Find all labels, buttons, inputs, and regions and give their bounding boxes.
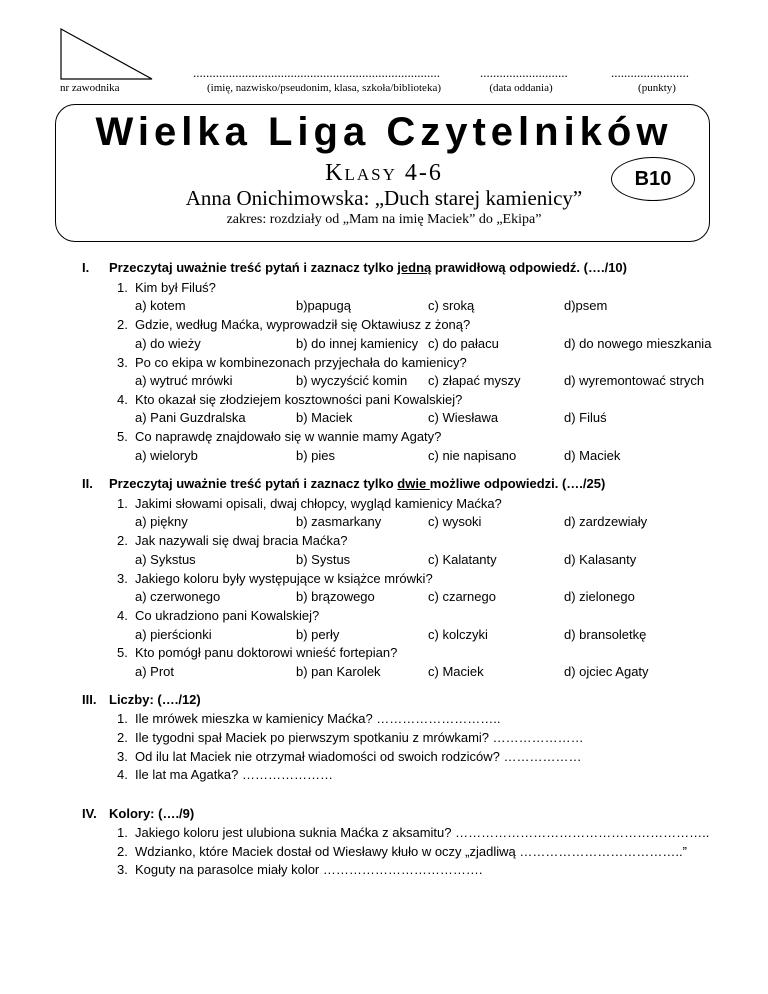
grade-level: Klasy 4-6 (325, 160, 443, 186)
answer-option[interactable]: a) wieloryb (135, 448, 198, 463)
reading-scope: zakres: rozdziały od „Mam na imię Maciek” do „Ekipa” (226, 212, 542, 227)
answer-option[interactable]: c) sroką (428, 298, 475, 313)
answer-option[interactable]: d) zardzewiały (564, 514, 648, 529)
answer-option[interactable]: d) do nowego mieszkania (564, 336, 712, 351)
question-number: 5. (117, 645, 128, 660)
question-number: 4. (117, 767, 128, 782)
section-3-heading: Liczby: (…./12) (109, 692, 201, 707)
question-number: 1. (117, 825, 128, 840)
section-4-heading: Kolory: (…./9) (109, 806, 195, 821)
answer-option[interactable]: c) czarnego (428, 589, 496, 604)
answer-option[interactable]: d)psem (564, 298, 608, 313)
date-caption: (data oddania) (489, 82, 553, 94)
section-1-number: I. (82, 260, 90, 275)
question-number: 3. (117, 862, 128, 877)
question-text: Gdzie, według Maćka, wyprowadził się Oktawiusz z żoną? (135, 317, 471, 332)
question-number: 1. (117, 711, 128, 726)
question-number: 1. (117, 496, 128, 511)
question-number: 5. (117, 429, 128, 444)
answer-option[interactable]: d) bransoletkę (564, 627, 647, 642)
question-text: Kim był Filuś? (135, 280, 216, 295)
answer-option[interactable]: d) Kalasanty (564, 552, 637, 567)
question-text: Jakiego koloru były występujące w książce mrówki? (135, 571, 433, 586)
section-4-number: IV. (82, 806, 97, 821)
answer-option[interactable]: d) ojciec Agaty (564, 664, 649, 679)
question-number: 4. (117, 392, 128, 407)
fill-in-question[interactable]: Wdzianko, które Maciek dostał od Wiesławy kłuło w oczy „zjadliwą ………………………………..” (135, 844, 687, 859)
answer-option[interactable]: a) Pani Guzdralska (135, 410, 246, 425)
answer-option[interactable]: a) do wieży (135, 336, 201, 351)
answer-option[interactable]: a) czerwonego (135, 589, 221, 604)
question-number: 3. (117, 571, 128, 586)
question-number: 2. (117, 730, 128, 745)
answer-option[interactable]: b) Systus (296, 552, 351, 567)
answer-option[interactable]: b) wyczyścić komin (296, 373, 408, 388)
question-text: Jak nazywali się dwaj bracia Maćka? (135, 533, 348, 548)
answer-option[interactable]: d) Filuś (564, 410, 607, 425)
name-caption: (imię, nazwisko/pseudonim, klasa, szkoła/biblioteka) (206, 82, 441, 94)
fill-in-question[interactable]: Jakiego koloru jest ulubiona suknia Maćka z aksamitu? ………………………………………………….. (135, 825, 710, 840)
answer-option[interactable]: d) Maciek (564, 448, 621, 463)
answer-option[interactable]: a) Prot (135, 664, 175, 679)
question-text: Co ukradziono pani Kowalskiej? (135, 608, 320, 623)
answer-option[interactable]: a) kotem (135, 298, 186, 313)
answer-option[interactable]: b) Maciek (296, 410, 353, 425)
answer-option[interactable]: a) piękny (135, 514, 188, 529)
fill-in-question[interactable]: Ile mrówek mieszka w kamienicy Maćka? ……………………….. (135, 711, 501, 726)
answer-option[interactable]: b) perły (296, 627, 340, 642)
answer-option[interactable]: c) Kalatanty (428, 552, 497, 567)
fill-in-question[interactable]: Koguty na parasolce miały kolor ………………………………. (135, 862, 483, 877)
section-2-heading: Przeczytaj uważnie treść pytań i zaznacz tylko dwie możliwe odpowiedzi. (…./25) (109, 476, 606, 491)
question-number: 1. (117, 280, 128, 295)
answer-option[interactable]: a) wytruć mrówki (135, 373, 233, 388)
question-number: 4. (117, 608, 128, 623)
question-number: 3. (117, 355, 128, 370)
test-code-badge: B10 (611, 157, 695, 201)
question-text: Jakimi słowami opisali, dwaj chłopcy, wygląd kamienicy Maćka? (135, 496, 502, 511)
answer-option[interactable]: b) zasmarkany (296, 514, 382, 529)
question-number: 2. (117, 317, 128, 332)
answer-option[interactable]: d) zielonego (564, 589, 635, 604)
question-number: 3. (117, 749, 128, 764)
date-field[interactable]: ........................... (480, 65, 568, 80)
answer-option[interactable]: c) do pałacu (428, 336, 499, 351)
name-field[interactable]: ............................................................................ (193, 65, 440, 80)
book-title: Anna Onichimowska: „Duch starej kamienicy” (185, 186, 583, 210)
points-caption: (punkty) (638, 82, 676, 94)
answer-option[interactable]: c) Wiesława (428, 410, 499, 425)
answer-option[interactable]: a) pierścionki (135, 627, 212, 642)
question-text: Kto pomógł panu doktorowi wnieść fortepian? (135, 645, 398, 660)
answer-option[interactable]: a) Sykstus (135, 552, 196, 567)
contestant-number-triangle[interactable] (60, 28, 154, 80)
section-1-heading: Przeczytaj uważnie treść pytań i zaznacz tylko jedną prawidłową odpowiedź. (…./10) (109, 260, 627, 275)
fill-in-question[interactable]: Ile lat ma Agatka? ………………… (135, 767, 333, 782)
answer-option[interactable]: c) kolczyki (428, 627, 488, 642)
answer-option[interactable]: c) Maciek (428, 664, 484, 679)
answer-option[interactable]: b) pan Karolek (296, 664, 381, 679)
question-number: 2. (117, 533, 128, 548)
section-3-number: III. (82, 692, 97, 707)
fill-in-question[interactable]: Ile tygodni spał Maciek po pierwszym spotkaniu z mrówkami? ………………… (135, 730, 584, 745)
section-2-number: II. (82, 476, 93, 491)
answer-option[interactable]: b) pies (296, 448, 336, 463)
question-text: Co naprawdę znajdowało się w wannie mamy Agaty? (135, 429, 442, 444)
answer-option[interactable]: d) wyremontować strych (564, 373, 705, 388)
answer-option[interactable]: c) nie napisano (428, 448, 517, 463)
contestant-number-label: nr zawodnika (60, 82, 120, 94)
question-text: Po co ekipa w kombinezonach przyjechała do kamienicy? (135, 355, 467, 370)
answer-option[interactable]: c) wysoki (428, 514, 482, 529)
question-number: 2. (117, 844, 128, 859)
fill-in-question[interactable]: Od ilu lat Maciek nie otrzymał wiadomości od swoich rodziców? ……………… (135, 749, 582, 764)
question-text: Kto okazał się złodziejem kosztowności pani Kowalskiej? (135, 392, 463, 407)
answer-option[interactable]: b)papugą (296, 298, 351, 313)
points-field[interactable]: ........................ (611, 65, 689, 80)
answer-option[interactable]: b) brązowego (296, 589, 375, 604)
answer-option[interactable]: b) do innej kamienicy (296, 336, 419, 351)
contest-title: Wielka Liga Czytelników (95, 110, 673, 154)
answer-option[interactable]: c) złapać myszy (428, 373, 521, 388)
